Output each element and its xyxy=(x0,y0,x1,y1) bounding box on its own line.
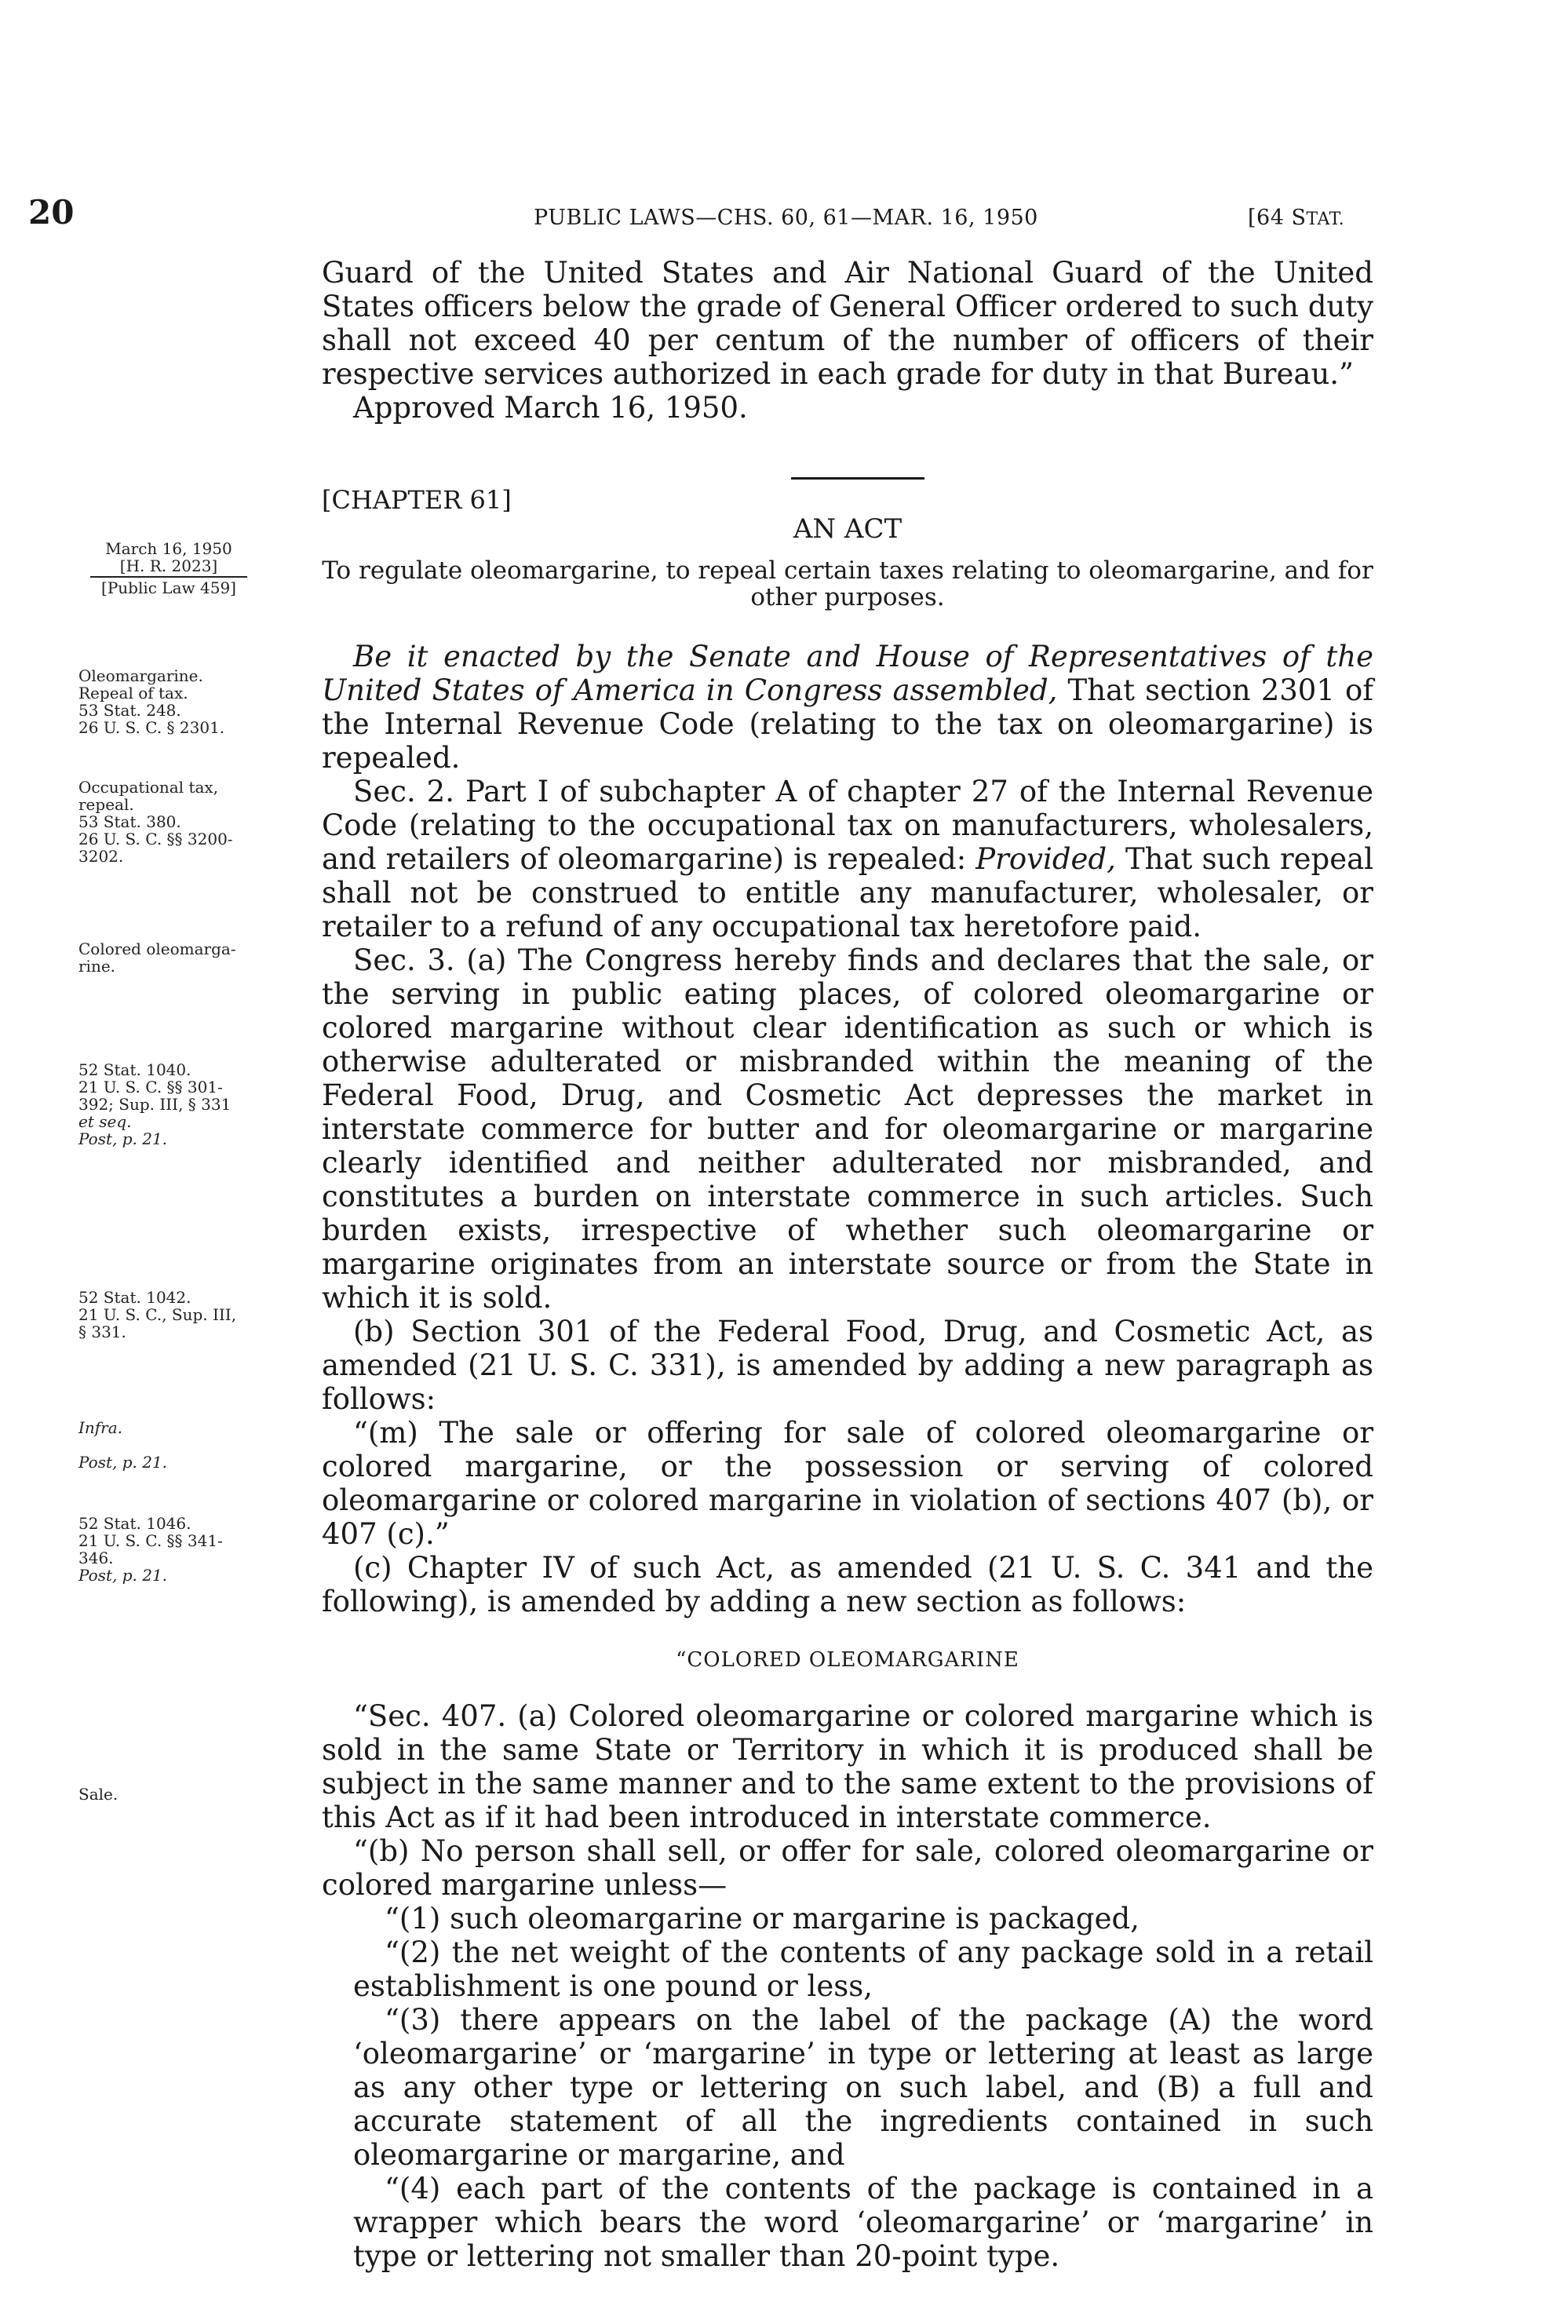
continuation-text xyxy=(322,256,1373,425)
margin-note-oleomargarine: Oleomargarine. Repeal of tax. 53 Stat. 248. 26 U. S. C. § 2301. xyxy=(78,666,225,737)
section-407b: “(b) No person shall sell, or offer for sale, colored oleomargarine or colored margarine unless— xyxy=(322,1834,1373,1902)
margin-public-law: [Public Law 459] xyxy=(90,576,247,597)
divider-rule xyxy=(791,477,924,480)
margin-note-sale: Sale. xyxy=(78,1785,119,1804)
section-3b: (b) Section 301 of the Federal Food, Drug, and Cosmetic Act, as amended (21 U. S. C. 331), is amended by adding a new paragraph as follows: xyxy=(322,1315,1373,1416)
paragraph-m: “(m) The sale or offering for sale of colored oleomargarine or colored margarine, or the possession or serving of colored oleomargarine or colored margarine in violation of sections 407 (b), or 407 (c).” xyxy=(322,1416,1373,1551)
section-3a: Sec. 3. (a) The Congress hereby finds and declares that the sale, or the serving in public eating places, of colored oleomargarine or colored margarine without clear identification as such or which is otherwise adulterated or misbranded within the meaning of the Federal Food, Drug, and Cosmetic Act depresses the market in interstate commerce for butter and for oleomargarine or margarine clearly identified and neither adulterated nor misbranded, and constitutes a burden on interstate commerce in such articles. Such burden exists, irrespective of whether such oleomargarine or margarine originates from an interstate source or from the State in which it is sold. xyxy=(322,943,1373,1315)
section-407a: “Sec. 407. (a) Colored oleomargarine or colored margarine which is sold in the same State or Territory in which it is produced shall be subject in the same manner and to the same extent to the provisions of this Act as if it had been introduced in interstate commerce. xyxy=(322,1699,1373,1834)
margin-note-enactment xyxy=(90,540,247,597)
page-number: 20 xyxy=(28,193,75,232)
page-header xyxy=(0,193,1568,240)
margin-note-infra: Infra. Post, p. 21. xyxy=(78,1418,168,1472)
act-text xyxy=(322,640,1373,2273)
running-head: PUBLIC LAWS—CHS. 60, 61—MAR. 16, 1950 xyxy=(534,206,1038,230)
margin-note-52-stat-1046: 52 Stat. 1046. 21 U. S. C. §§ 341- 346. Post, p. 21. xyxy=(78,1514,223,1585)
continuation-paragraph: Guard of the United States and Air National Guard of the United States officers below the grade of General Officer ordered to such duty shall not exceed 40 per centum of the number of officers of their respective services authorized in each grade for duty in that Bureau.” xyxy=(322,256,1373,391)
margin-bill: [H. R. 2023] xyxy=(119,556,218,575)
act-purpose: To regulate oleomargarine, to repeal certain taxes relating to oleomargarine, and for other purposes. xyxy=(322,556,1373,611)
statute-reference: [64 STAT. xyxy=(1248,206,1345,230)
act-title: AN ACT xyxy=(793,513,903,545)
chapter-label: [CHAPTER 61] xyxy=(322,485,512,515)
margin-note-52-stat-1042: 52 Stat. 1042. 21 U. S. C., Sup. III, § 331. xyxy=(78,1288,237,1341)
approval-line: Approved March 16, 1950. xyxy=(353,391,748,425)
margin-note-colored: Colored oleomarga- rine. xyxy=(78,939,236,976)
section-3c: (c) Chapter IV of such Act, as amended (21 U. S. C. 341 and the following), is amended by adding a new section as follows: xyxy=(322,1551,1373,1618)
clause-2: “(2) the net weight of the contents of any package sold in a retail establishment is one pound or less, xyxy=(353,1935,1373,2003)
clause-3: “(3) there appears on the label of the package (A) the word ‘oleomargarine’ or ‘margarine’ in type or lettering at least as large as any other type or lettering on such label, and (B) a full and accurate statement of all the ingredients contained in such oleomargarine or margarine, and xyxy=(353,2003,1373,2172)
clause-4: “(4) each part of the contents of the package is contained in a wrapper which bears the word ‘oleomargarine’ or ‘margarine’ in type or lettering not smaller than 20-point type. xyxy=(353,2172,1373,2273)
section-1: Be it enacted by the Senate and House of Representatives of the United States of America in Congress assembled, That section 2301 of the Internal Revenue Code (relating to the tax on oleomargarine) is repealed. xyxy=(322,640,1373,775)
clause-1: “(1) such oleomargarine or margarine is packaged, xyxy=(385,1902,1140,1935)
margin-note-52-stat-1040: 52 Stat. 1040. 21 U. S. C. §§ 301- 392; Sup. III, § 331 et seq. Post, p. 21. xyxy=(78,1060,232,1148)
section-2: Sec. 2. Part I of subchapter A of chapter 27 of the Internal Revenue Code (relating to the occupational tax on manufacturers, wholesalers, and retailers of oleomargarine) is repealed: Provided, That such repeal shall not be construed to entitle any manufacturer, wholesaler, or retailer to a refund of any occupational tax heretofore paid. xyxy=(322,775,1374,943)
margin-date: March 16, 1950 xyxy=(105,539,232,558)
colored-oleomargarine-heading: “COLORED OLEOMARGARINE xyxy=(676,1648,1019,1672)
margin-note-occupational-tax: Occupational tax, repeal. 53 Stat. 380. 26 U. S. C. §§ 3200- 3202. xyxy=(78,778,233,866)
